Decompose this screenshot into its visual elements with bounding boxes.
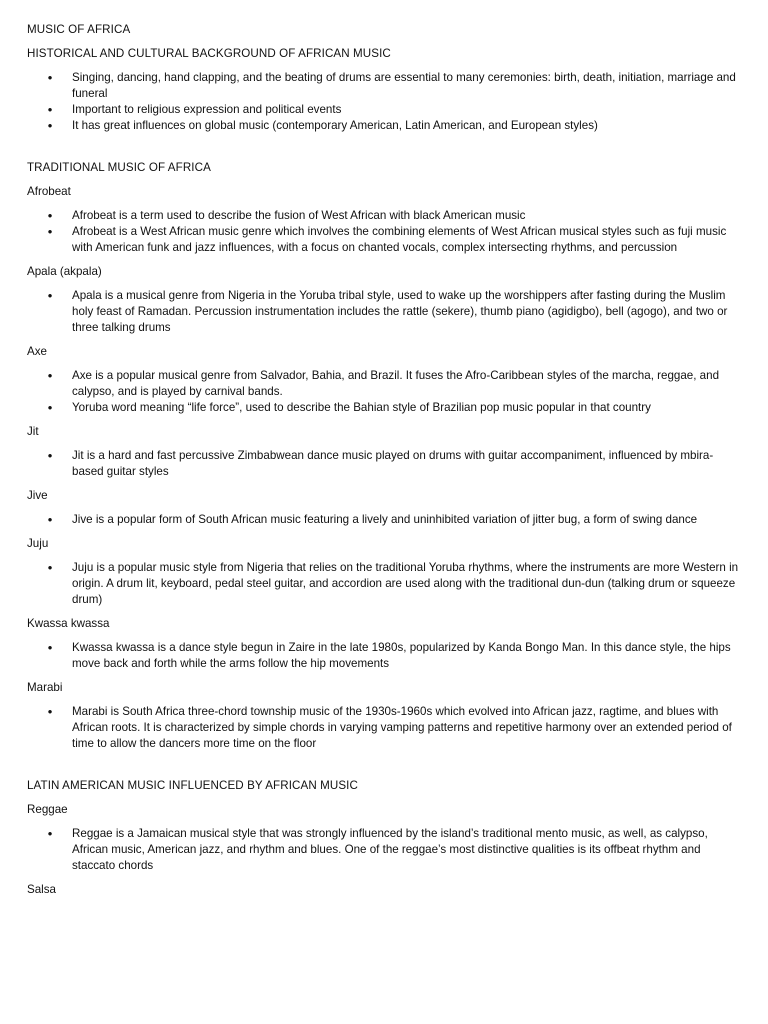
bullet-list — [27, 448, 739, 480]
bullet-list — [27, 826, 739, 874]
list-item-text: Apala is a musical genre from Nigeria in the Yoruba tribal style, used to wake up the worshippers after fasting during the Muslim holy feast of Ramadan. Percussion instrumentation includes the rattle (sekere), thumb piano (agidigbo), bell (agogo), and two or three talking drums — [72, 289, 728, 334]
document-title: MUSIC OF AFRICA — [27, 23, 131, 36]
list-item — [27, 224, 739, 256]
list-item — [27, 288, 739, 336]
genre-subheading: Marabi — [27, 681, 63, 694]
list-item — [27, 102, 739, 118]
list-item-text: Jive is a popular form of South African music featuring a lively and uninhibited variation of jitter bug, a form of swing dance — [72, 513, 698, 526]
bullet-icon: • — [47, 512, 53, 527]
list-item — [27, 118, 739, 134]
list-item — [27, 70, 739, 102]
genre-subheading: Kwassa kwassa — [27, 617, 110, 630]
section-heading: TRADITIONAL MUSIC OF AFRICA — [27, 161, 211, 174]
list-item-text: Axe is a popular musical genre from Salvador, Bahia, and Brazil. It fuses the Afro-Caribbean styles of the marcha, reggae, and calypso, and is played by carnival bands. — [72, 369, 720, 398]
document-page — [27, 22, 739, 906]
list-item-text: Jit is a hard and fast percussive Zimbabwean dance music played on drums with guitar accompaniment, influenced by mbira-based guitar styles — [72, 449, 714, 478]
list-item — [27, 560, 739, 608]
list-item-text: Reggae is a Jamaican musical style that was strongly influenced by the island’s traditional mento music, as well, as calypso, African music, American jazz, and rhythm and blues. One of the reggae’s most distinctive qualities is its offbeat rhythm and staccato chords — [72, 827, 708, 872]
bullet-list — [27, 640, 739, 672]
list-item-text: Singing, dancing, hand clapping, and the beating of drums are essential to many ceremonies: birth, death, initiation, marriage and funeral — [72, 71, 736, 100]
bullet-list — [27, 368, 739, 416]
genre-subheading: Salsa — [27, 883, 57, 896]
list-item — [27, 826, 739, 874]
list-item-text: Juju is a popular music style from Nigeria that relies on the traditional Yoruba rhythms, where the instruments are more Western in origin. A drum lit, keyboard, pedal steel guitar, and accordion are used along with the traditional dun-dun (talking drum or squeeze drum) — [72, 561, 739, 606]
bullet-icon: • — [47, 704, 53, 719]
bullet-icon: • — [47, 826, 53, 841]
list-item — [27, 512, 739, 528]
bullet-icon: • — [47, 224, 53, 239]
genre-subheading: Apala (akpala) — [27, 265, 102, 278]
list-item — [27, 640, 739, 672]
section-heading: HISTORICAL AND CULTURAL BACKGROUND OF AFRICAN MUSIC — [27, 47, 391, 60]
bullet-list — [27, 70, 739, 134]
bullet-icon: • — [47, 102, 53, 117]
list-item-text: Afrobeat is a West African music genre which involves the combining elements of West African musical styles such as fuji music with American funk and jazz influences, with a focus on chanted vocals, complex intersecting rhythms, and percussion — [72, 225, 727, 254]
genre-subheading: Reggae — [27, 803, 68, 816]
list-item — [27, 368, 739, 400]
bullet-icon: • — [47, 640, 53, 655]
section-heading: LATIN AMERICAN MUSIC INFLUENCED BY AFRICAN MUSIC — [27, 779, 358, 792]
bullet-icon: • — [47, 70, 53, 85]
bullet-icon: • — [47, 118, 53, 133]
list-item-text: Marabi is South Africa three-chord township music of the 1930s-1960s which evolved into African jazz, ragtime, and blues with African roots. It is characterized by simple chords in varying vamping patterns and repetitive harmony over an extended period of time to allow the dancers more time on the floor — [72, 705, 732, 750]
list-item — [27, 448, 739, 480]
genre-subheading: Juju — [27, 537, 49, 550]
list-item — [27, 400, 739, 416]
bullet-list — [27, 704, 739, 752]
document-body — [27, 46, 739, 898]
bullet-icon: • — [47, 400, 53, 415]
list-item-text: It has great influences on global music (contemporary American, Latin American, and European styles) — [72, 119, 598, 132]
genre-subheading: Axe — [27, 345, 47, 358]
bullet-icon: • — [47, 368, 53, 383]
genre-subheading: Jive — [27, 489, 48, 502]
bullet-list — [27, 560, 739, 608]
list-item-text: Yoruba word meaning “life force”, used to describe the Bahian style of Brazilian pop music popular in that country — [72, 401, 651, 414]
list-item — [27, 704, 739, 752]
bullet-icon: • — [47, 208, 53, 223]
bullet-list — [27, 288, 739, 336]
genre-subheading: Jit — [27, 425, 39, 438]
bullet-icon: • — [47, 560, 53, 575]
list-item-text: Kwassa kwassa is a dance style begun in Zaire in the late 1980s, popularized by Kanda Bongo Man. In this dance style, the hips move back and forth while the arms follow the hip movements — [72, 641, 731, 670]
bullet-list — [27, 512, 739, 528]
list-item — [27, 208, 739, 224]
bullet-list — [27, 208, 739, 256]
bullet-icon: • — [47, 448, 53, 463]
bullet-icon: • — [47, 288, 53, 303]
list-item-text: Afrobeat is a term used to describe the fusion of West African with black American music — [72, 209, 526, 222]
genre-subheading: Afrobeat — [27, 185, 71, 198]
list-item-text: Important to religious expression and political events — [72, 103, 342, 116]
